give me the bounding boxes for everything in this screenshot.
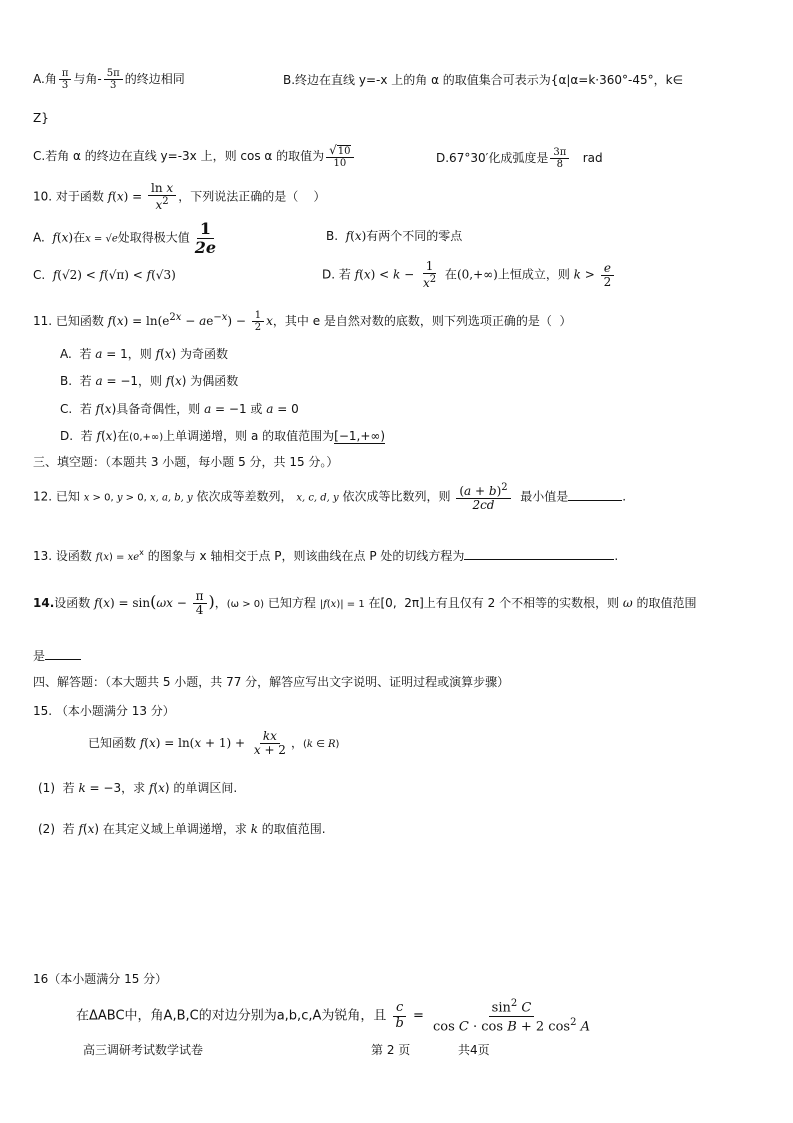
q16-heading: 16（本小题满分 15 分） <box>33 972 168 986</box>
q16-given: 在ΔABC中，角A,B,C的对边分别为a,b,c,A为锐角，且 $\frac{c}{b}$ = $\frac{\sin^2 C}{\cos C \cdot \cos B + 2 \cos^2 A}$ <box>76 998 590 1034</box>
q14-line2: 是 <box>33 648 81 663</box>
q11-option-d: D. 若 f(x)在(0,+∞)上单调递增，则 a 的取值范围为[−1,+∞) <box>60 429 386 443</box>
q15-part2: (2) 若 f(x) 在其定义域上单调递增，求 k 的取值范围. <box>38 822 326 836</box>
section3-heading: 三、填空题：（本题共 3 小题，每小题 5 分，共 15 分。） <box>33 455 339 469</box>
q15-heading: 15. （本小题满分 13 分） <box>33 704 175 718</box>
q10-stem: 10. 对于函数 f(x) = $\frac{\text{ln x}}{x^2}$ ，下列说法正确的是（ ） <box>33 181 326 213</box>
footer-page: 第 2 页 <box>371 1043 411 1057</box>
q11-option-c: C. 若 f(x)具备奇偶性，则 a = −1 或 a = 0 <box>60 402 299 416</box>
q9-option-a: A.角 $\frac{\pi}{3}$ 与角- $\frac{5\pi}{3}$ 的终边相同 <box>33 68 185 91</box>
section4-heading: 四、解答题：（本大题共 5 小题，共 77 分，解答应写出文字说明、证明过程或演算步骤） <box>33 675 510 689</box>
q12: 12. 已知 x > 0, y > 0, x, a, b, y 依次成等差数列， x, c, d, y 依次成等比数列，则 $\frac{(a + b)^2}{2cd}$ 最小值是 . <box>33 482 627 513</box>
q10-option-d: D. 若 f(x) < k − $\frac{1}{x^2}$ 在(0,+∞)上恒成立，则 k > $\frac{e}{2}$ <box>322 260 616 290</box>
q15-given: 已知函数 f(x) = ln(x + 1) + $\frac{kx}{x + 2}$ ，(k ∈ R) <box>88 729 340 758</box>
q10-option-b: B. f(x)有两个不同的零点 <box>326 229 463 243</box>
footer-total: 共4页 <box>458 1043 490 1057</box>
q15-part1: (1) 若 k = −3，求 f(x) 的单调区间. <box>38 781 238 795</box>
q11-stem: 11. 已知函数 $f(x) = \ln(e^{2x} - ae^{-x})$ − $\frac{1}{2}$ x，其中 e 是自然对数的底数，则下列选项正确的是（ ） <box>33 310 572 333</box>
q9-option-d: D.67°30′化成弧度是 $\frac{3\pi}{8}$ rad <box>436 147 603 170</box>
q10-option-a: A. f(x)在x = √e处取得极大值 $\frac{1}{2e}$ <box>33 219 217 257</box>
q9-option-b-line1: B.终边在直线 y=-x 上的角 α 的取值集合可表示为{α|α=k·360°-45°，k∈ <box>283 73 684 87</box>
q11-option-b: B. 若 a = −1，则 f(x) 为偶函数 <box>60 374 239 388</box>
footer-title: 高三调研考试数学试卷 <box>83 1043 204 1057</box>
q10-option-c: C. f(√2) < f(√π) < f(√3) <box>33 268 176 282</box>
q11-option-a: A. 若 a = 1，则 f(x) 为奇函数 <box>60 347 228 361</box>
q14-line1: 14.设函数 f(x) = sin(ωx − $\frac{\pi}{4}$ )，(ω > 0) 已知方程 |f(x)| = 1 在[0, 2π]上有且仅有 2 个不相等的实数根，则 ω 的取值范围 <box>33 589 697 618</box>
q9-option-b-line2: Z} <box>33 111 49 125</box>
q13: 13. 设函数 $f(x) = xe^x$ 的图象与 x 轴相交于点 P，则该曲线在点 P 处的切线方程为 . <box>33 548 619 563</box>
q9-option-c: C.若角 α 的终边在直线 y=-3x 上，则 cos α 的取值为 $\frac{√10}{10}$ <box>33 144 356 169</box>
